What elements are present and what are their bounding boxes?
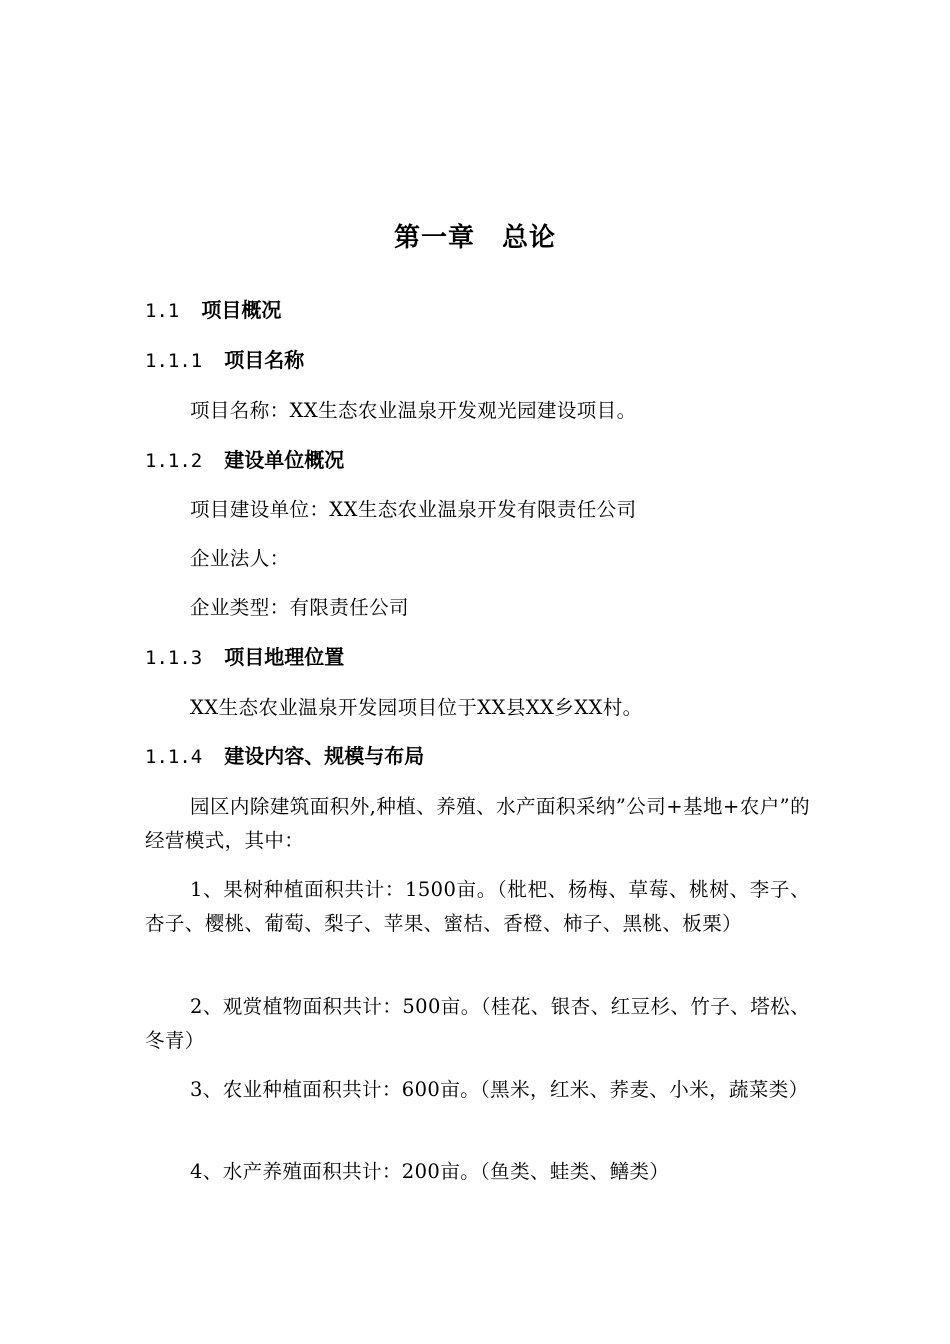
section-title: 项目概况 (201, 298, 282, 322)
list-item-agriculture: 3、农业种植面积共计：600亩。（黑米，红米、荞麦、小米，蔬菜类） (190, 1078, 809, 1101)
section-number: 1.1.3 (145, 647, 203, 669)
section-heading-1-1-1 (145, 346, 304, 375)
section-heading-1-1-2 (145, 446, 344, 475)
list-item-aquaculture: 4、水产养殖面积共计：200亩。（鱼类、蛙类、鳝类） (190, 1160, 670, 1183)
section-heading-1-1-3 (145, 643, 344, 672)
section-title: 建设内容、规模与布局 (224, 744, 425, 768)
paragraph-builder: 项目建设单位：XX生态农业温泉开发有限责任公司 (190, 498, 637, 521)
chapter-title: 第一章 总论 (393, 223, 556, 253)
section-title: 项目名称 (224, 348, 305, 372)
section-number: 1.1.4 (145, 746, 203, 768)
list-item-ornamental-plants: 2、观赏植物面积共计：500亩。（桂花、银杏、红豆杉、竹子、塔松、冬青） (145, 995, 810, 1052)
section-title: 项目地理位置 (224, 645, 345, 669)
section-number: 1.1.1 (145, 350, 203, 372)
paragraph-intro: 园区内除建筑面积外,种植、养殖、水产面积采纳”公司+基地+农户”的经营模式，其中： (145, 795, 810, 852)
section-title: 建设单位概况 (224, 448, 345, 472)
section-number: 1.1.2 (145, 450, 203, 472)
section-heading-1-1-4 (145, 742, 424, 771)
section-heading-1-1 (145, 296, 281, 325)
paragraph-legal-person: 企业法人： (190, 547, 290, 570)
paragraph-company-type: 企业类型：有限责任公司 (190, 596, 409, 619)
paragraph-project-name: 项目名称：XX生态农业温泉开发观光园建设项目。 (190, 399, 637, 422)
list-item-fruit-trees: 1、果树种植面积共计：1500亩。（枇杷、杨梅、草莓、桃树、李子、杏子、樱桃、葡萄、梨子、苹果、蜜桔、香橙、柿子、黑桃、板栗） (145, 878, 810, 935)
paragraph-location: XX生态农业温泉开发园项目位于XX县XX乡XX村。 (190, 696, 643, 719)
section-number: 1.1 (145, 300, 180, 322)
